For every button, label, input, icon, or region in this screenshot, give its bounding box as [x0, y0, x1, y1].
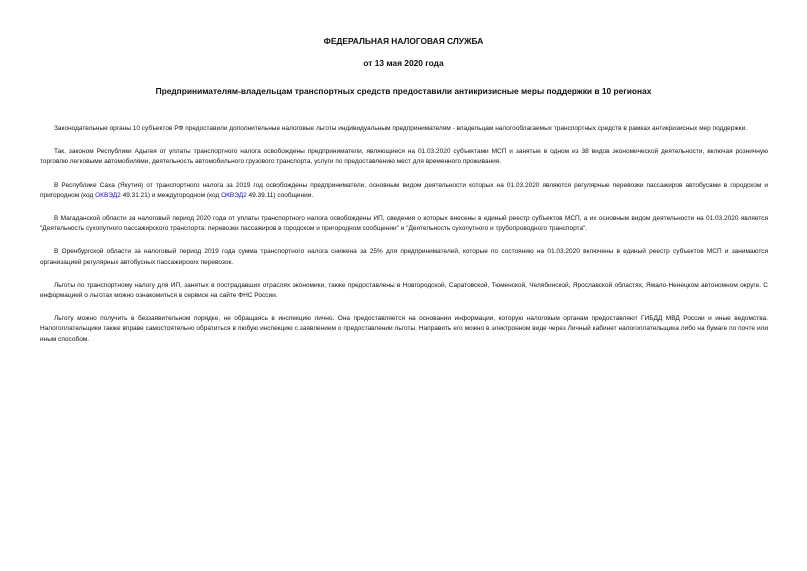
- paragraph-yakutia: [40, 181, 768, 201]
- paragraph-yakutia-text-1: В Республике Саха (Якутия) от транспортного налога за 2019 год освобождены предприниматели, основным видом деятельности которых на 01.03.2020 являются регулярные перевозки пассажиров автобусами в городском и пригородном (код: [40, 181, 768, 199]
- organization-name: ФЕДЕРАЛЬНАЯ НАЛОГОВАЯ СЛУЖБА: [323, 36, 484, 46]
- paragraph-intro: Законодательные органы 10 субъектов РФ предоставили дополнительные налоговые льготы индивидуальным предпринимателям - владельцам налогооблагаемых транспортных средств в рамках антикризисных мер поддержки.: [54, 125, 748, 132]
- paragraph-yakutia-text-2: 49.31.21) и междугородном (код: [120, 191, 222, 199]
- document-body: [40, 124, 768, 358]
- okved-link-2[interactable]: ОКВЭД2: [221, 191, 247, 199]
- document-title: Предпринимателям-владельцам транспортных средств предоставили антикризисные меры поддержки в 10 регионах: [155, 86, 652, 96]
- paragraph-yakutia-text-3: 49.39.11) сообщении.: [246, 191, 314, 199]
- paragraph-orenburg: В Оренбургской области за налоговый период 2019 года сумма транспортного налога снижена за 25% для предпринимателей, которые по состоянию на 01.03.2020 включены в единый реестр субъектов МСП и занимаются организацией регулярных автобусных пассажирских перевозок.: [40, 248, 768, 266]
- paragraph-other-regions: Льготы по транспортному налогу для ИП, занятых в пострадавших отраслях экономики, также предоставлены в Новгородской, Саратовской, Тюменской, Челябинской, Ярославской областях, Ямало-Ненецком автономном округе. С информацией о льготах можно ознакомиться в сервисе на сайте ФНС России.: [40, 281, 768, 300]
- document-date: от 13 мая 2020 года: [363, 58, 444, 68]
- paragraph-magadan: В Магаданской области за налоговый период 2020 года от уплаты транспортного налога освобождены ИП, сведения о которых внесены в единый реестр субъектов МСП, а их основным видом деятельности на 01.03.2020 является "Деятельность сухопутного пассажирского транспорта: перевозки пассажиров в городском и пригородном сообщении" и "Деятельность сухопутного и трубопроводного транспорта".: [40, 215, 768, 233]
- paragraph-adygea: Так, законом Республики Адыгея от уплаты транспортного налога освобождены предприниматели, являющиеся на 01.03.2020 субъектами МСП и занятые в одном из 38 видов экономической деятельности, включая розничную торговлю легковыми автомобилями, деятельность автомобильного грузового транспорта, услуги по предоставлению мест для временного проживания.: [40, 148, 768, 166]
- paragraph-procedure: Льготу можно получить в беззаявительном порядке, не обращаясь в инспекцию лично. Она предоставляется на основании информации, которую налоговым органам предоставляют ГИБДД МВД России и иные ведомства. Налогоплательщики также вправе самостоятельно обратиться в любую инспекцию с заявлением о предоставлении льготы. Направить его можно в электронном виде через Личный кабинет налогоплательщика либо на бумаге по почте или иным способом.: [40, 315, 768, 343]
- okved-link-1[interactable]: ОКВЭД2: [95, 191, 121, 199]
